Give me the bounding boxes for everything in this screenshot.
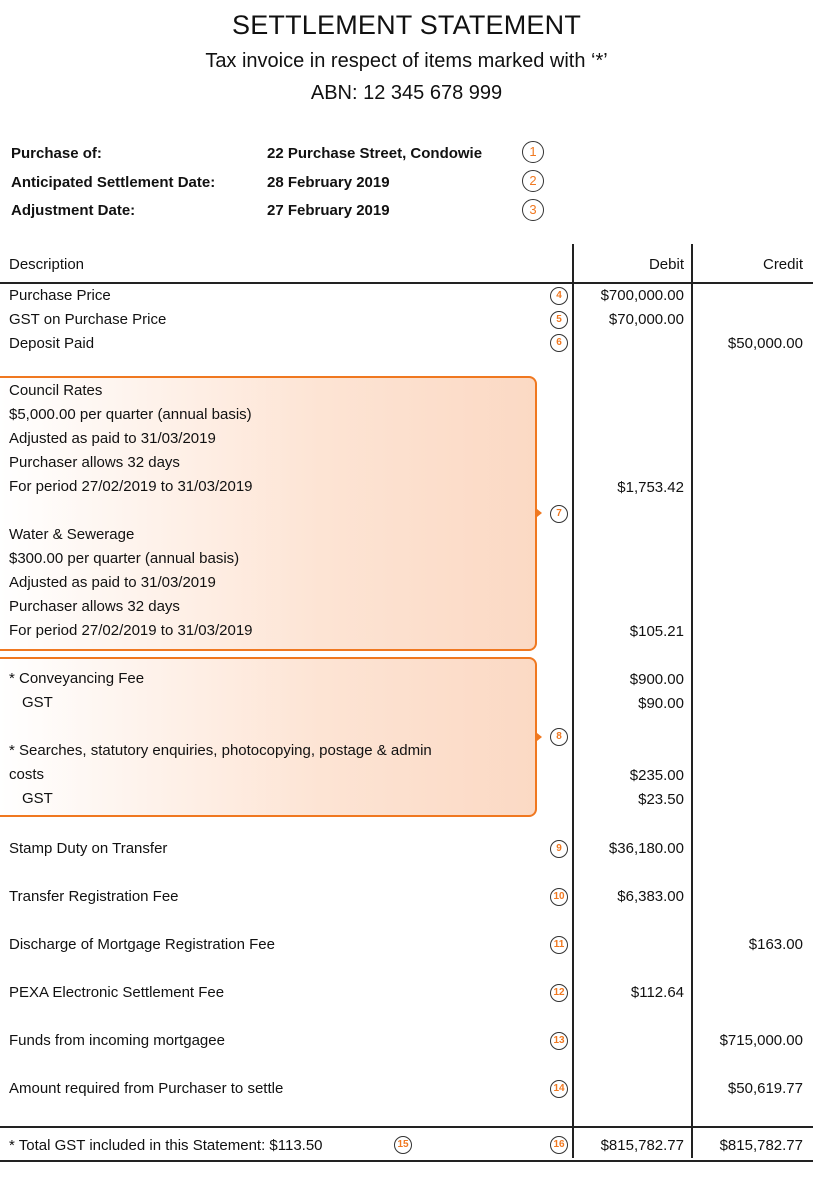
row-description: Funds from incoming mortgagee	[9, 1032, 225, 1049]
row-credit: $50,000.00	[727, 335, 803, 352]
totals-top-rule	[0, 1126, 813, 1128]
credit-column-rule	[691, 244, 693, 1158]
total-credit: $815,782.77	[719, 1137, 803, 1154]
searches-label: * Searches, statutory enquiries, photocopying, postage & admin	[9, 742, 432, 759]
council-debit: $1,753.42	[617, 479, 684, 496]
searches-gst-label: GST	[22, 790, 53, 807]
column-credit: Credit	[762, 256, 803, 273]
row-debit: $6,383.00	[617, 888, 684, 905]
total-debit: $815,782.77	[600, 1137, 684, 1154]
adjustment-date-label: Adjustment Date:	[11, 202, 136, 219]
marker-6: 6	[550, 334, 568, 352]
conveyancing-debit: $900.00	[629, 671, 684, 688]
water-line: For period 27/02/2019 to 31/03/2019	[9, 622, 253, 639]
marker-4: 4	[550, 287, 568, 305]
row-credit: $715,000.00	[719, 1032, 803, 1049]
adjustment-date-value: 27 February 2019	[267, 202, 390, 219]
marker-12: 12	[550, 984, 568, 1002]
searches-debit: $235.00	[629, 767, 684, 784]
row-description: Deposit Paid	[9, 335, 95, 352]
marker-9: 9	[550, 840, 568, 858]
row-debit: $36,180.00	[608, 840, 684, 857]
column-debit: Debit	[648, 256, 684, 273]
brace-tip-8	[537, 733, 542, 741]
row-debit: $112.64	[630, 984, 684, 1001]
row-credit: $163.00	[748, 936, 803, 953]
water-line: Adjusted as paid to 31/03/2019	[9, 574, 216, 591]
water-debit: $105.21	[629, 623, 684, 640]
marker-10: 10	[550, 888, 568, 906]
marker-3: 3	[522, 199, 544, 221]
council-line: Adjusted as paid to 31/03/2019	[9, 430, 216, 447]
marker-8: 8	[550, 728, 568, 746]
column-description: Description	[9, 256, 85, 273]
row-debit: $70,000.00	[608, 311, 684, 328]
marker-7: 7	[550, 505, 568, 523]
marker-15: 15	[394, 1136, 412, 1154]
row-description: Transfer Registration Fee	[9, 888, 179, 905]
marker-16: 16	[550, 1136, 568, 1154]
water-line: Water & Sewerage	[9, 526, 135, 543]
marker-14: 14	[550, 1080, 568, 1098]
row-description: Discharge of Mortgage Registration Fee	[9, 936, 275, 953]
row-description: Amount required from Purchaser to settle	[9, 1080, 284, 1097]
marker-13: 13	[550, 1032, 568, 1050]
conveyancing-gst: $90.00	[638, 695, 684, 712]
totals-bottom-rule	[0, 1160, 813, 1162]
marker-5: 5	[550, 311, 568, 329]
conveyancing-gst-label: GST	[22, 694, 53, 711]
abn: ABN: 12 345 678 999	[310, 82, 503, 104]
document-title: SETTLEMENT STATEMENT	[231, 10, 582, 40]
council-line: Council Rates	[9, 382, 103, 399]
debit-column-rule	[572, 244, 574, 1158]
council-line: For period 27/02/2019 to 31/03/2019	[9, 478, 253, 495]
searches-gst: $23.50	[638, 791, 684, 808]
water-line: $300.00 per quarter (annual basis)	[9, 550, 240, 567]
conveyancing-label: * Conveyancing Fee	[9, 670, 145, 687]
marker-1: 1	[522, 141, 544, 163]
marker-11: 11	[550, 936, 568, 954]
purchase-of-label: Purchase of:	[11, 145, 102, 162]
brace-tip-7	[537, 509, 542, 517]
row-description: Stamp Duty on Transfer	[9, 840, 168, 857]
row-description: PEXA Electronic Settlement Fee	[9, 984, 225, 1001]
searches-label-cont: costs	[9, 766, 45, 783]
settlement-date-value: 28 February 2019	[267, 174, 390, 191]
council-line: $5,000.00 per quarter (annual basis)	[9, 406, 252, 423]
row-description: GST on Purchase Price	[9, 311, 167, 328]
row-credit: $50,619.77	[727, 1080, 803, 1097]
purchase-of-value: 22 Purchase Street, Condowie	[267, 145, 483, 162]
water-line: Purchaser allows 32 days	[9, 598, 180, 615]
settlement-date-label: Anticipated Settlement Date:	[11, 174, 216, 191]
council-line: Purchaser allows 32 days	[9, 454, 180, 471]
document-subtitle: Tax invoice in respect of items marked with ‘*’	[205, 50, 608, 72]
row-debit: $700,000.00	[600, 287, 684, 304]
row-description: Purchase Price	[9, 287, 111, 304]
marker-2: 2	[522, 170, 544, 192]
total-gst-note: * Total GST included in this Statement: $113.50	[9, 1137, 323, 1154]
